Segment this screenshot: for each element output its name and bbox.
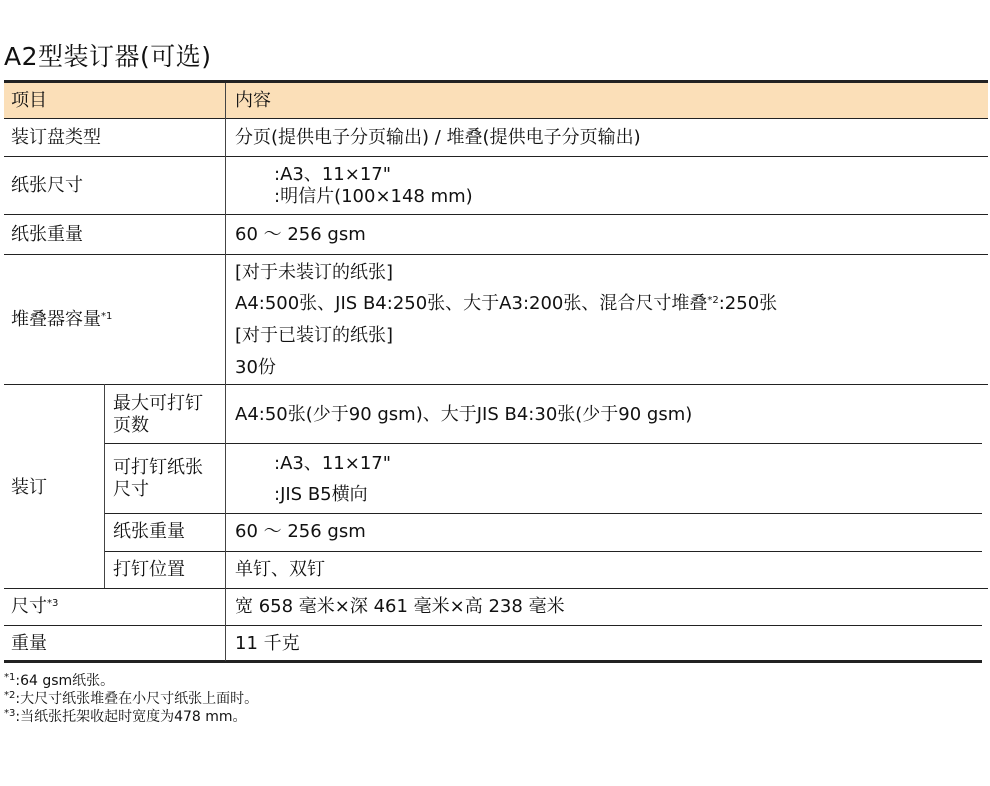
label-text: 堆叠器容量 [11, 309, 101, 330]
header-content: 内容 [235, 90, 271, 111]
table-header [4, 83, 988, 119]
sub-label-staple-sizes: 尺寸 [113, 479, 149, 500]
footnote-ref: *3 [47, 598, 59, 609]
footnote-mark: *1 [4, 672, 16, 683]
table-top-rule [4, 80, 988, 83]
row-divider [104, 551, 982, 552]
footnote [4, 708, 258, 726]
stacker-text: A4:500张、JIS B4:250张、大于A3:200张、混合尺寸堆叠 [235, 293, 708, 314]
row-divider [4, 254, 988, 255]
footnote-mark: *2 [4, 690, 16, 701]
row-divider [4, 118, 988, 119]
row-divider [4, 214, 988, 215]
row-value-max-pages: A4:50张(少于90 gsm)、大于JIS B4:30张(少于90 gsm) [235, 404, 693, 425]
row-value-staple-weight: 60 ～ 256 gsm [235, 521, 366, 542]
row-value-staple-sizes-line: :JIS B5横向 [274, 484, 368, 505]
row-value-tray-type: 分页(提供电子分页输出) / 堆叠(提供电子分页输出) [235, 127, 641, 148]
row-value-paper-size-line: :明信片(100×148 mm) [274, 186, 473, 207]
row-label-tray-type: 装订盘类型 [11, 127, 101, 148]
row-divider [104, 443, 982, 444]
row-divider [4, 156, 988, 157]
footnote-mark: *3 [4, 708, 16, 719]
stacker-line: [对于已装订的纸张] [235, 325, 394, 346]
sub-label-staple-weight: 纸张重量 [113, 521, 185, 542]
spec-table [4, 80, 988, 662]
row-label-paper-size: 纸张尺寸 [11, 175, 83, 196]
row-label-stapling: 装订 [11, 477, 47, 498]
footnote [4, 672, 258, 690]
sub-label-staple-sizes: 可打钉纸张 [113, 457, 203, 478]
sub-label-max-pages: 最大可打钉 [113, 393, 203, 414]
column-divider [104, 384, 105, 588]
header-item: 项目 [11, 90, 47, 111]
footnotes [4, 672, 258, 726]
row-divider [4, 384, 988, 385]
row-divider [104, 513, 982, 514]
footnote [4, 690, 258, 708]
row-label-weight: 重量 [11, 633, 47, 654]
row-label-stacker-capacity [11, 309, 112, 331]
row-value-staple-sizes-line: :A3、11×17" [274, 453, 391, 474]
footnote-text: :大尺寸纸张堆叠在小尺寸纸张上面时。 [15, 691, 259, 707]
table-bottom-rule [4, 660, 982, 663]
footnote-text: :64 gsm纸张。 [15, 673, 115, 689]
footnote-ref: *2 [707, 295, 719, 306]
label-text: 尺寸 [11, 596, 47, 617]
footnote-ref: *1 [101, 311, 113, 322]
sub-label-staple-position: 打钉位置 [113, 559, 185, 580]
row-label-paper-weight: 纸张重量 [11, 224, 83, 245]
row-label-dimensions [11, 596, 58, 618]
stacker-text: :250张 [718, 293, 778, 314]
row-value-paper-size-line: :A3、11×17" [274, 164, 391, 185]
stacker-line: [对于未装订的纸张] [235, 262, 394, 283]
row-value-weight: 11 千克 [235, 633, 300, 654]
stacker-line: 30份 [235, 357, 276, 378]
stacker-line [235, 293, 777, 315]
row-value-paper-weight: 60 ～ 256 gsm [235, 224, 366, 245]
column-divider [225, 83, 226, 661]
page-title: A2型装订器(可选) [4, 42, 212, 71]
row-value-staple-position: 单钉、双钉 [235, 559, 325, 580]
row-divider [4, 625, 982, 626]
row-divider [4, 588, 988, 589]
sub-label-max-pages: 页数 [113, 415, 149, 436]
footnote-text: :当纸张托架收起时宽度为478 mm。 [15, 709, 247, 725]
row-value-dimensions: 宽 658 毫米×深 461 毫米×高 238 毫米 [235, 596, 565, 617]
